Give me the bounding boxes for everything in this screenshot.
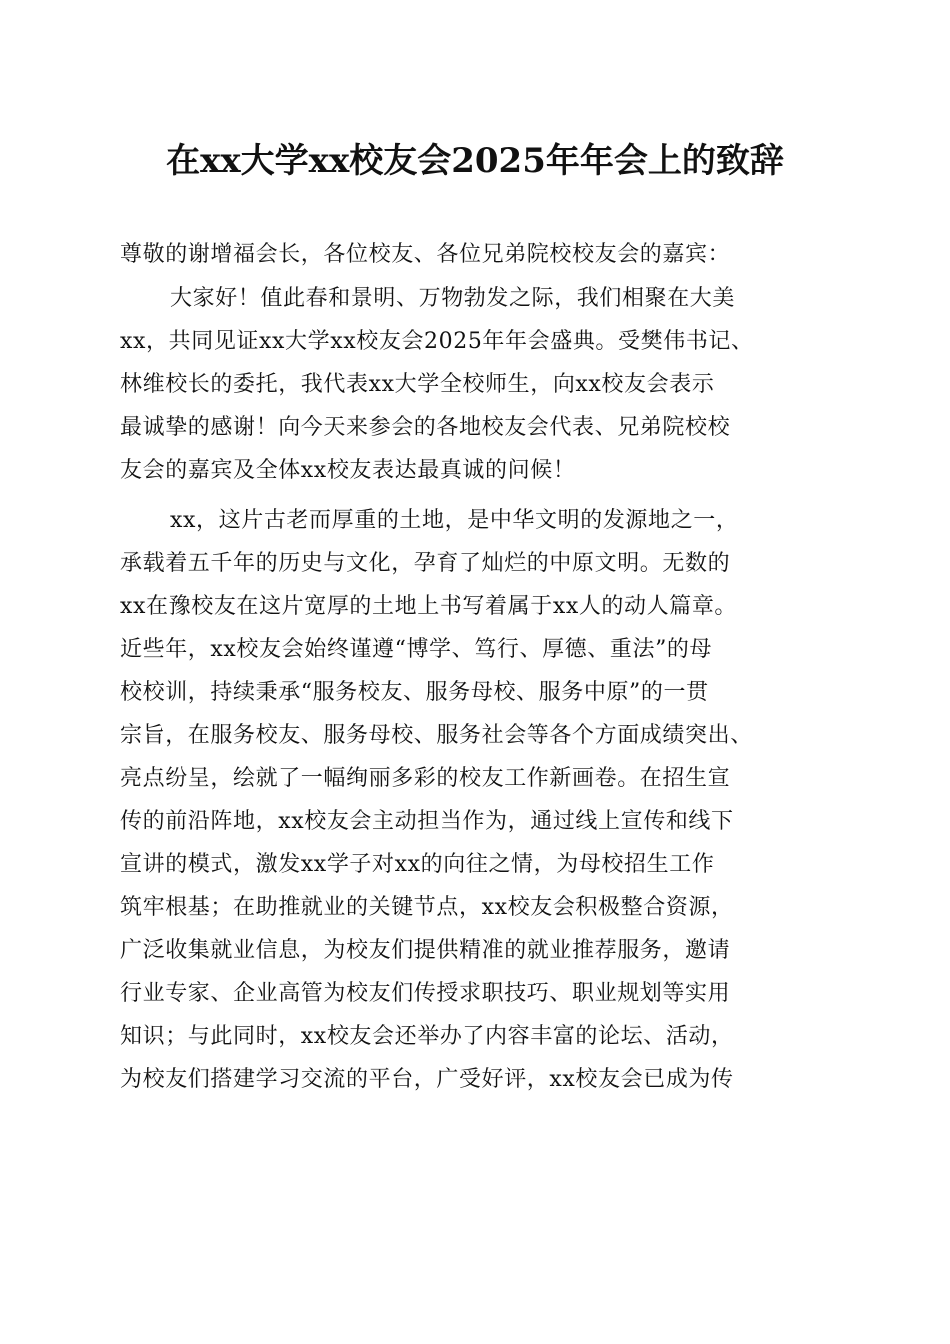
body-line: 近些年，xx校友会始终谨遵“博学、笃行、厚德、重法”的母 xyxy=(120,637,713,662)
body-line: 传的前沿阵地，xx校友会主动担当作为，通过线上宣传和线下 xyxy=(120,809,734,834)
body-line: 大家好！值此春和景明、万物勃发之际，我们相聚在大美 xyxy=(170,286,736,311)
body-line: xx，这片古老而厚重的土地，是中华文明的发源地之一， xyxy=(170,508,739,533)
body-line: 校校训，持续秉承“服务校友、服务母校、服务中原”的一贯 xyxy=(120,680,709,705)
body-line: 最诚挚的感谢！向今天来参会的各地校友会代表、兄弟院校校 xyxy=(120,415,731,440)
body-line: 友会的嘉宾及全体xx校友表达最真诚的问候！ xyxy=(120,458,576,483)
body-line: 宗旨，在服务校友、服务母校、服务社会等各个方面成绩突出、 xyxy=(120,723,753,748)
salutation: 尊敬的谢增福会长，各位校友、各位兄弟院校校友会的嘉宾： xyxy=(120,242,731,267)
body-line: 林维校长的委托，我代表xx大学全校师生，向xx校友会表示 xyxy=(120,372,715,397)
body-line: 行业专家、企业高管为校友们传授求职技巧、职业规划等实用 xyxy=(120,981,731,1006)
body-line: 承载着五千年的历史与文化，孕育了灿烂的中原文明。无数的 xyxy=(120,551,731,576)
body-line: xx在豫校友在这片宽厚的土地上书写着属于xx人的动人篇章。 xyxy=(120,594,738,619)
body-line: 宣讲的模式，激发xx学子对xx的向往之情，为母校招生工作 xyxy=(120,852,715,877)
body-line: 亮点纷呈，绘就了一幅绚丽多彩的校友工作新画卷。在招生宣 xyxy=(120,766,731,791)
body-line: 广泛收集就业信息，为校友们提供精准的就业推荐服务，邀请 xyxy=(120,938,731,963)
body-line: xx，共同见证xx大学xx校友会2025年年会盛典。受樊伟书记、 xyxy=(120,329,754,354)
body-line: 为校友们搭建学习交流的平台，广受好评，xx校友会已成为传 xyxy=(120,1067,734,1092)
body-line: 筑牢根基；在助推就业的关键节点，xx校友会积极整合资源， xyxy=(120,895,734,920)
page-title: 在xx大学xx校友会2025年年会上的致辞 xyxy=(166,141,784,181)
body-line: 知识；与此同时，xx校友会还举办了内容丰富的论坛、活动， xyxy=(120,1024,734,1049)
